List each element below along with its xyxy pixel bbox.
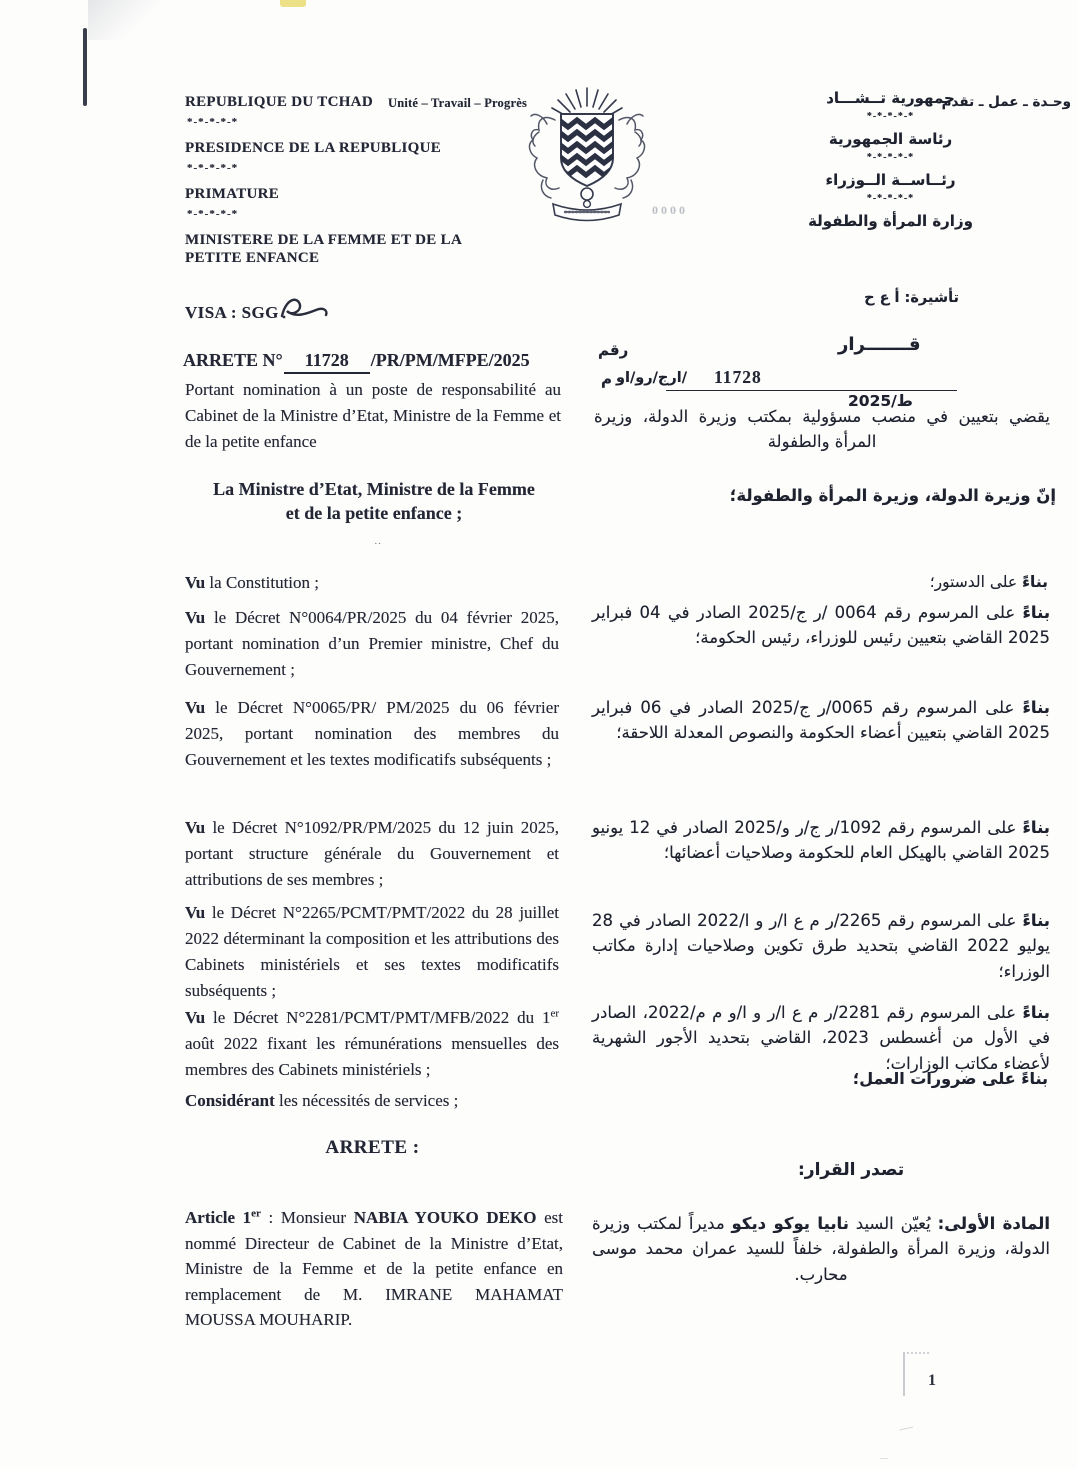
separator-stars: *-*-*-*-* (866, 152, 915, 163)
separator-stars: *-*-*-*-* (187, 116, 239, 128)
country-name-fr: REPUBLIQUE DU TCHAD (185, 94, 373, 110)
scan-smudge (88, 0, 158, 40)
separator-stars: *-*-*-*-* (187, 208, 239, 220)
page-number: 1 (928, 1372, 936, 1389)
separator-stars: *-*-*-*-* (187, 162, 239, 174)
decree-number-line (183, 350, 530, 374)
letterhead-french (185, 93, 485, 269)
vu-constitution-ar: بناءً على الدستور؛ (929, 572, 1048, 591)
ministry-fr: MINISTERE DE LA FEMME ET DE LA PETITE ENFANCE (185, 232, 462, 266)
vu-label: Vu (185, 1008, 206, 1027)
appointee-name-ar: نابيا يوكو ديكو (731, 1213, 849, 1233)
motto-fr: Unité – Travail – Progrès (388, 96, 528, 110)
vu-decret-2265-ar: بناءً على المرسوم رقم 2265/ر م ع ا/ر و ا/2022 الصادر في 28 يوليو 2022 القاضي بتحديد طرق تكوين وصلاحيات إدارة مكاتب الوزراء؛ (592, 910, 1050, 981)
presidency-ar: رئاسة الجمهورية (828, 130, 953, 148)
authority-heading-ar: إنّ وزيرة الدولة، وزيرة المرأة والطفولة؛ (729, 486, 1056, 505)
decree-number-ar: 11728 (714, 367, 762, 387)
considering-ar: بناءً على ضرورات العمل؛ (852, 1069, 1048, 1088)
vu-decret-1092-ar: بناءً على المرسوم رقم 1092/ر ج/ر و/2025 الصادر في 12 يونيو 2025 القاضي بالهيكل العام للحكومة وصلاحيات أعضائها؛ (592, 817, 1050, 862)
appointee-name-fr: NABIA YOUKO DEKO (353, 1208, 537, 1227)
presidency-fr: PRESIDENCE DE LA REPUBLIQUE (185, 140, 442, 156)
enacting-heading-fr: ARRETE : (325, 1137, 420, 1158)
primature-fr: PRIMATURE (185, 186, 280, 202)
primature-ar: رئــاســة الــوزراء (825, 171, 956, 189)
scan-speck (899, 1427, 915, 1439)
vu-label: Vu (185, 698, 206, 717)
highlight-mark (280, 0, 306, 7)
vu-constitution-fr: Vu la Constitution ; (185, 573, 319, 592)
authority-heading-fr (188, 477, 560, 525)
considering-fr: Considérant les nécessités de services ; (185, 1091, 459, 1110)
vu-decret-0064-ar: بناءً على المرسوم رقم 0064 /ر ج/2025 الصادر في 04 فبراير 2025 القاضي بتعيين رئيس للوزراء، رئيس الحكومة؛ (592, 602, 1051, 647)
decree-title-ar: قـــــــرار (838, 334, 921, 355)
decree-number: 11728 (284, 350, 370, 374)
decree-label: ARRETE N° (183, 350, 283, 370)
vu-label: Vu (185, 818, 206, 837)
separator-stars: *-*-*-*-* (866, 111, 915, 122)
scan-bracket-mark (903, 1352, 929, 1396)
vu-decret-2281-ar: بناءً على المرسوم رقم 2281/ر م ع ا/ر و ا/و م م/2022، الصادر في الأول من أغسطس 2023، القاضي بتحديد الأجور الشهرية لأعضاء مكاتب الوزارات؛ (592, 1002, 1050, 1073)
vu-decret-0064-fr: Vu le Décret N°0064/PR/2025 du 04 février 2025, portant nomination d’un Premier ministre, Chef du Gouvernement ; (185, 608, 559, 679)
article-1-ar: المادة الأولى: يُعيّن السيد نابيا يوكو ديكو مديراً لمكتب وزيرة الدولة، وزيرة المرأة والطفولة، خلفاً للسيد عمران محمد موسى محارب. (592, 1213, 1050, 1284)
vu-label: Vu (185, 903, 206, 922)
vu-label: Vu (185, 608, 206, 627)
country-name-ar: جمهورية تــشـــاد (826, 89, 955, 107)
article-1-fr: Article 1er : Monsieur NABIA YOUKO DEKO est nommé Directeur de Cabinet de la Ministre d’Etat, Ministre de la Femme et de la petite enfance en remplacement de M. IMRANE MAHAMAT MOUSSA MOUHARIP. (185, 1207, 563, 1329)
authority-line2: et de la petite enfance ; (285, 503, 463, 523)
chad-coat-of-arms (503, 80, 671, 235)
decree-number-label-ar: رقم (598, 341, 629, 359)
decree-codes-ar: /ارج/رو/او (616, 370, 687, 386)
decree-number-underline (666, 390, 957, 391)
decree-subject-fr: Portant nomination à un poste de responsabilité au Cabinet de la Ministre d’Etat, Ministre de la Femme et de la petite enfance (185, 380, 561, 451)
visa-label: VISA : SGG (185, 303, 279, 322)
visa-signature-mark (276, 290, 334, 335)
letterhead-arabic (768, 90, 1013, 230)
vu-decret-1092-fr: Vu le Décret N°1092/PR/PM/2025 du 12 juin 2025, portant structure générale du Gouvernement et attributions de ses membres ; (185, 818, 559, 889)
decree-code-m-ar: م (601, 370, 612, 388)
fold-mark (83, 28, 87, 106)
authority-line1: La Ministre d’Etat, Ministre de la Femme (213, 479, 535, 499)
scan-speck (880, 1458, 888, 1463)
vu-decret-2281-fr: Vu le Décret N°2281/PCMT/PMT/MFB/2022 du 1er août 2022 fixant les rémunérations mensuelles des membres des Cabinets ministériels ; (185, 1007, 559, 1079)
vu-decret-0065-ar: بناءً على المرسوم رقم 0065/ر ج/2025 الصادر في 06 فبراير 2025 القاضي بتعيين أعضاء الحكومة والنصوص المعدلة اللاحقة؛ (592, 697, 1050, 742)
decree-subject-ar: يقضي بتعيين في منصب مسؤولية بمكتب وزيرة الدولة، وزيرة المرأة والطفولة (594, 407, 1050, 451)
motto-ar: وحـدة ـ عمل ـ تقدم (941, 94, 1071, 110)
visa-label-ar: تأشيرة: أ ع ح (864, 290, 959, 306)
separator-stars: *-*-*-*-* (866, 193, 915, 204)
vu-decret-2265-fr: Vu le Décret N°2265/PCMT/PMT/2022 du 28 juillet 2022 déterminant la composition et les attributions des Cabinets ministériels et ses textes modificatifs subséquents ; (185, 903, 559, 1000)
faint-pencil-numbers: 0000 (652, 203, 688, 217)
decree-suffix: /PR/PM/MFPE/2025 (370, 350, 530, 370)
ministry-ar: وزارة المرأة والطفولة (808, 212, 973, 230)
decree-year-ar: ط/2025 (848, 392, 913, 410)
enacting-heading-ar: تصدر القرار: (798, 1160, 905, 1180)
scan-dots: ·· (374, 538, 382, 550)
vu-decret-0065-fr: Vu le Décret N°0065/PR/ PM/2025 du 06 février 2025, portant nomination des membres du Gouvernement et les textes modificatifs subséquents ; (185, 698, 559, 769)
vu-label: Vu (185, 573, 206, 592)
